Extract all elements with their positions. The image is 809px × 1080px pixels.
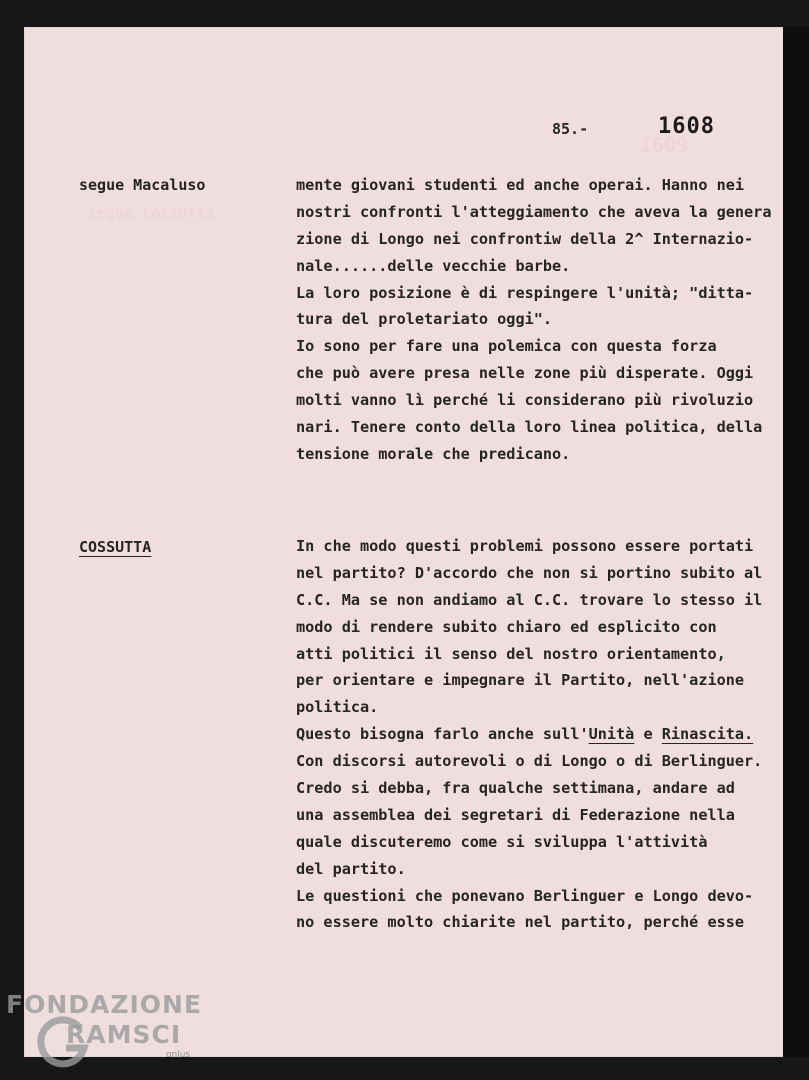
- text-line: nostri confronti l'atteggiamento che aveva la genera: [296, 202, 772, 221]
- watermark-suffix: onlus: [166, 1050, 191, 1060]
- text-line: modo di rendere subito chiaro ed esplicito con: [296, 617, 717, 636]
- text-line: del partito.: [296, 859, 406, 878]
- text-fragment: e: [634, 725, 662, 744]
- text-line: Le questioni che ponevano Berlinguer e Longo devo-: [296, 886, 754, 905]
- text-fragment: Questo bisogna farlo anche sull': [296, 725, 589, 744]
- text-line: Io sono per fare una polemica con questa forza: [296, 337, 717, 356]
- watermark-line1: FONDAZIONE: [6, 990, 203, 1019]
- text-line-with-emphasis: [296, 721, 781, 748]
- text-line: La loro posizione è di respingere l'unità; "ditta-: [296, 283, 754, 302]
- bleed-through-text: segue Cossutta: [88, 204, 215, 222]
- fondazione-gramsci-watermark: [6, 990, 206, 1070]
- text-line: zione di Longo nei confrontiw della 2^ Internazio-: [296, 229, 754, 248]
- page-number: 1608: [658, 114, 715, 139]
- page-sequence: 85.-: [552, 120, 589, 138]
- text-line: nel partito? D'accordo che non si portino subito al: [296, 563, 763, 582]
- text-line: molti vanno lì perché li considerano più rivoluzio: [296, 391, 754, 410]
- bleed-through-text: 1609: [640, 133, 689, 157]
- text-line: Credo si debba, fra qualche settimana, andare ad: [296, 779, 735, 798]
- text-line: tensione morale che predicano.: [296, 444, 571, 463]
- text-line: tura del proletariato oggi".: [296, 310, 553, 329]
- speech-block-macaluso: [296, 172, 781, 468]
- speaker-label-cossutta: COSSUTTA: [79, 538, 152, 556]
- scan-edge: [783, 27, 809, 1057]
- text-line: nari. Tenere conto della loro linea politica, della: [296, 418, 763, 437]
- text-line: C.C. Ma se non andiamo al C.C. trovare lo stesso il: [296, 590, 763, 609]
- text-line: no essere molto chiarite nel partito, perché esse: [296, 913, 745, 932]
- text-line: per orientare e impegnare il Partito, nell'azione: [296, 671, 745, 690]
- text-line: quale discuteremo come si sviluppa l'attività: [296, 832, 708, 851]
- text-line: In che modo questi problemi possono essere portati: [296, 537, 754, 555]
- text-line: mente giovani studenti ed anche operai. Hanno nei: [296, 176, 745, 194]
- text-line: politica.: [296, 698, 379, 717]
- watermark-line2: RAMSCI: [66, 1020, 182, 1049]
- text-line: nale......delle vecchie barbe.: [296, 256, 571, 275]
- underlined-term-rinascita: Rinascita.: [661, 725, 754, 744]
- underlined-term-unita: Unità: [588, 725, 635, 744]
- text-line: atti politici il senso del nostro orientamento,: [296, 644, 726, 663]
- text-line: una assemblea dei segretari di Federazione nella: [296, 805, 735, 824]
- speaker-label-macaluso: segue Macaluso: [79, 176, 206, 194]
- speech-block-cossutta: [296, 533, 781, 936]
- text-line: Con discorsi autorevoli o di Longo o di Berlinguer.: [296, 752, 763, 771]
- text-line: che può avere presa nelle zone più disperate. Oggi: [296, 364, 754, 383]
